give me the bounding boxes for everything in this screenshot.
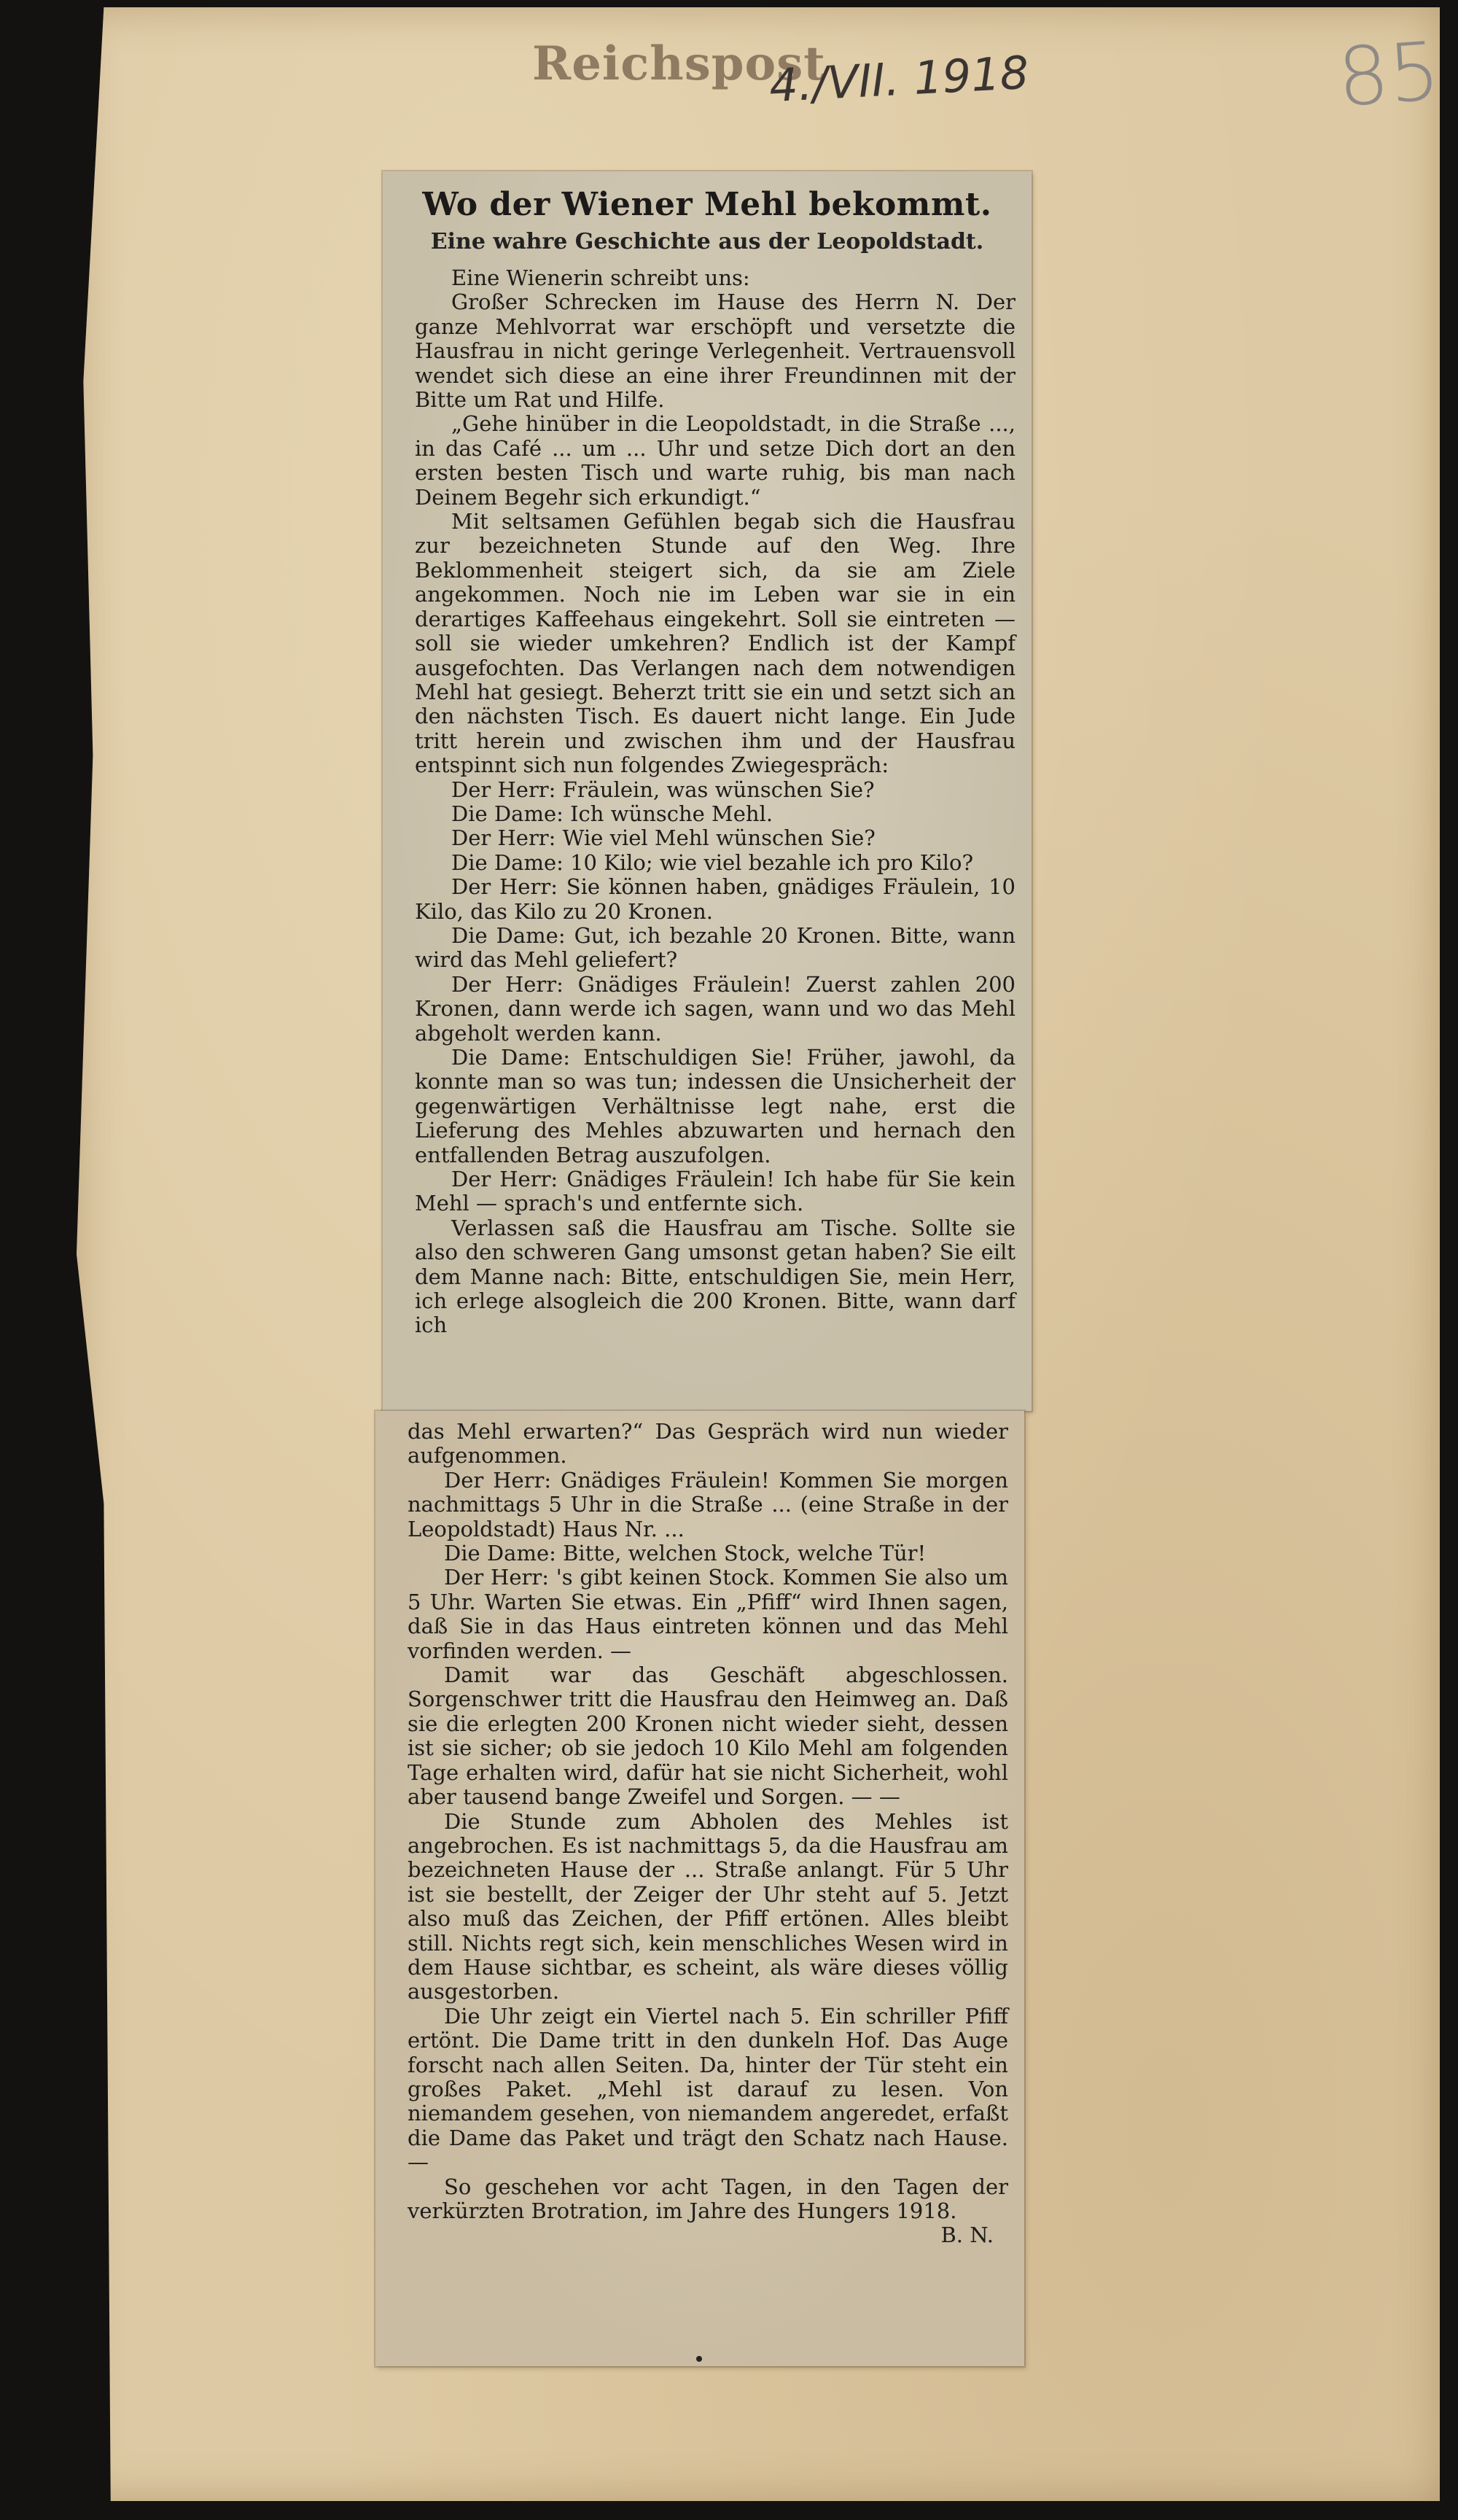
paragraph-continuation: das Mehl erwarten?“ Das Gespräch wird nun wieder aufgenommen. (408, 1419, 1008, 1469)
dialogue-line: Die Dame: Gut, ich bezahle 20 Kronen. Bitte, wann wird das Mehl geliefert? (415, 922, 1015, 973)
dialogue-line: Die Dame: Entschuldigen Sie! Früher, jawohl, da konnte man so was tun; indessen die Unsicherheit der gegenwärtigen Verhältnisse legt nahe, erst die Lieferung des Mehles abzuwarten und hernach den entfallenden Betrag auszufolgen. (415, 1045, 1015, 1167)
paragraph: „Gehe hinüber in die Leopoldstadt, in die Straße ..., in das Café ... um ... Uhr und setze Dich dort an den ersten besten Tisch und warte ruhig, bis man nach Deinem Begehr sich erkundigt.“ (415, 411, 1015, 510)
dialogue-line: Die Dame: Bitte, welchen Stock, welche Tür! (444, 1541, 927, 1566)
paragraph: So geschehen vor acht Tagen, in den Tagen der verkürzten Brotration, im Jahre des Hungers 1918. (408, 2174, 1008, 2223)
article-intro: Eine Wienerin schreibt uns: (451, 265, 750, 290)
article-subheadline: Eine wahre Geschichte aus der Leopoldstadt. (430, 229, 984, 254)
dialogue-line: Der Herr: Gnädiges Fräulein! Ich habe für Sie kein Mehl — sprach's und entfernte sich. (415, 1167, 1015, 1216)
dialogue-line: Der Herr: Gnädiges Fräulein! Kommen Sie morgen nachmittags 5 Uhr in die Straße ... (eine Straße in der Leopoldstadt) Haus Nr. ... (408, 1467, 1008, 1541)
article-signature: B. N. (940, 2222, 994, 2248)
clipping-part-1 (383, 171, 1032, 1411)
paragraph: Die Uhr zeigt ein Viertel nach 5. Ein schriller Pfiff ertönt. Die Dame tritt in den dunkeln Hof. Das Auge forscht nach allen Seiten. Da, hinter der Tür steht ein großes Paket. „Mehl ist darauf zu lesen. Von niemandem gesehen, von niemandem angeredet, erfaßt die Dame das Paket und trägt den Schatz nach Hause. — (408, 2003, 1008, 2175)
paragraph: Damit war das Geschäft abgeschlossen. Sorgenschwer tritt die Hausfrau den Heimweg an. Daß sie die erlegten 200 Kronen nicht wieder sieht, dessen ist sie sicher; ob sie jedoch 10 Kilo Mehl am folgenden Tage erhalten wird, dafür hat sie nicht Sicherheit, wohl aber tausend bange Zweifel und Sorgen. — — (408, 1662, 1008, 1810)
dialogue-line: Der Herr: Sie können haben, gnädiges Fräulein, 10 Kilo, das Kilo zu 20 Kronen. (415, 874, 1015, 924)
paragraph: Verlassen saß die Hausfrau am Tische. Sollte sie also den schweren Gang umsonst getan haben? Sie eilt dem Manne nach: Bitte, entschuldigen Sie, mein Herr, ich erlege alsogleich die 200 Kronen. Bitte, wann darf ich (415, 1215, 1015, 1338)
article-headline: Wo der Wiener Mehl bekommt. (422, 186, 992, 223)
article-body-part-2 (408, 1420, 1008, 2248)
handwritten-date: 4./VII. 1918 (768, 45, 1030, 113)
print-mark (696, 2356, 702, 2362)
paragraph: Mit seltsamen Gefühlen begab sich die Hausfrau zur bezeichneten Stunde auf den Weg. Ihre Beklommenheit steigert sich, da sie am Ziele angekommen. Noch nie im Leben war sie in ein derartiges Kaffeehaus eingekehrt. Soll sie eintreten — soll sie wieder umkehren? Endlich ist der Kampf ausgefochten. Das Verlangen nach dem notwendigen Mehl hat gesiegt. Beherzt tritt sie ein und setzt sich an den nächsten Tisch. Es dauert nicht lange. Ein Jude tritt herein und zwischen ihm und der Hausfrau entspinnt sich nun folgendes Zwiegespräch: (415, 509, 1015, 778)
paragraph: Die Stunde zum Abholen des Mehles ist angebrochen. Es ist nachmittags 5, da die Hausfrau am bezeichneten Hause der ... Straße anlangt. Für 5 Uhr ist sie bestellt, der Zeiger der Uhr steht auf 5. Jetzt also muß das Zeichen, der Pfiff ertönen. Alles bleibt still. Nichts regt sich, kein menschliches Wesen wird in dem Hause sichtbar, es scheint, als wäre dieses völlig ausgestorben. (408, 1808, 1008, 2004)
paragraph: Großer Schrecken im Hause des Herrn N. Der ganze Mehlvorrat war erschöpft und versetzte die Hausfrau in nicht geringe Verlegenheit. Vertrauensvoll wendet sich diese an eine ihrer Freundinnen mit der Bitte um Rat und Hilfe. (415, 289, 1015, 413)
dialogue-line: Der Herr: Fräulein, was wünschen Sie? (451, 777, 875, 802)
dialogue-line: Der Herr: Wie viel Mehl wünschen Sie? (451, 825, 876, 851)
dialogue-line: Die Dame: Ich wünsche Mehl. (451, 801, 773, 826)
dialogue-line: Der Herr: Gnädiges Fräulein! Zuerst zahlen 200 Kronen, dann werde ich sagen, wann und wo das Mehl abgeholt werden kann. (415, 971, 1015, 1046)
article-body-part-1 (415, 266, 1015, 1338)
page-number: 85 (1334, 24, 1443, 125)
dialogue-line: Der Herr: 's gibt keinen Stock. Kommen Sie also um 5 Uhr. Warten Sie etwas. Ein „Pfiff“ wird Ihnen sagen, daß Sie in das Haus eintreten können und das Mehl vorfinden werden. — (408, 1565, 1008, 1663)
newspaper-stamp: Reichspost (532, 36, 826, 91)
dialogue-line: Die Dame: 10 Kilo; wie viel bezahle ich pro Kilo? (451, 849, 974, 875)
clipping-part-2 (375, 1411, 1024, 2366)
